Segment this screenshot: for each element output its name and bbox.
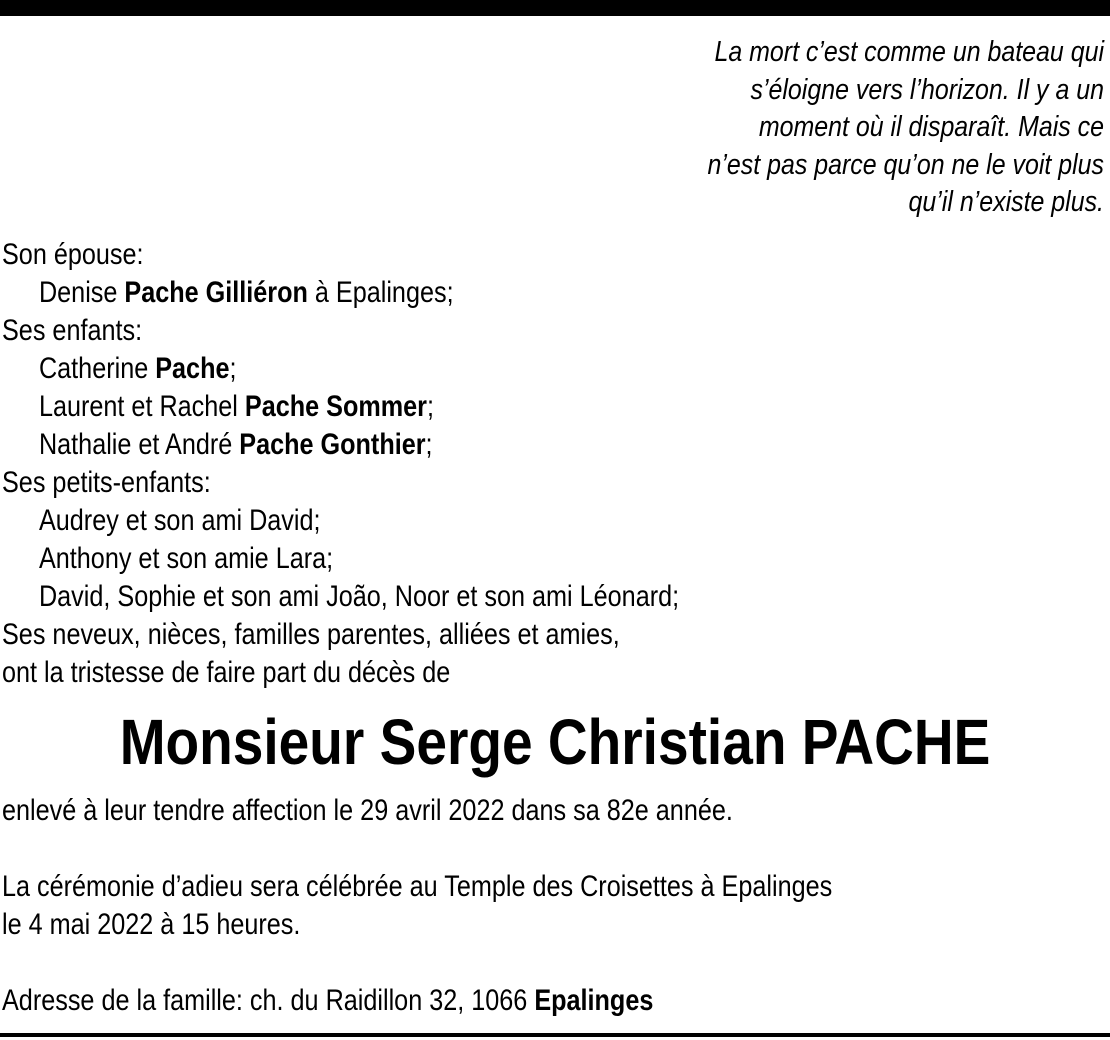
top-border [0,0,1110,16]
first-names: Laurent et Rachel [38,390,245,423]
quote-line: moment où il disparaît. Mais ce [758,111,1104,143]
epigraph-quote [640,34,1104,222]
address-city: Epalinges [534,984,654,1017]
entry-suffix: ; [426,390,434,423]
address-text: Adresse de la famille: ch. du Raidillon 32, 1066 [2,984,535,1017]
ceremony-line: La cérémonie d’adieu sera célébrée au Temple des Croisettes à Epalinges [2,870,833,903]
deceased-name: Monsieur Serge Christian PACHE [119,706,991,778]
spouse-entry [2,274,679,312]
entry-suffix: ; [229,352,237,385]
first-names: Catherine [38,352,156,385]
passing-line: enlevé à leur tendre affection le 29 avril 2022 dans sa 82e année. [2,794,733,827]
family-address [2,982,832,1020]
announcement-line: ont la tristesse de faire part du décès de [2,656,451,689]
family-name: Pache Gilliéron [124,276,308,309]
children-heading: Ses enfants: [2,314,143,347]
quote-line: n’est pas parce qu’on ne le voit plus [707,148,1104,181]
grandchild-entry: David, Sophie et son ami João, Noor et son ami Léonard; [38,580,680,613]
quote-line: qu’il n’existe plus. [908,186,1104,218]
child-entry [2,350,679,388]
spacer [2,944,832,982]
quote-line: s’éloigne vers l’horizon. Il y a un [750,73,1104,106]
relatives-line: Ses neveux, nièces, familles parentes, alliées et amies, [2,618,620,651]
child-entry [2,426,679,464]
first-names: Nathalie et André [38,428,240,461]
grandchild-entry: Anthony et son amie Lara; [38,542,334,575]
obituary-details [2,792,832,1020]
grandchild-entry: Audrey et son ami David; [38,504,321,537]
family-list [2,236,679,692]
quote-line: La mort c’est comme un bateau qui [714,36,1104,68]
child-entry [2,388,679,426]
family-name: Pache Sommer [244,390,427,423]
family-name: Pache Gonthier [239,428,426,461]
ceremony-line: le 4 mai 2022 à 15 heures. [2,908,301,941]
spacer [2,830,832,868]
entry-suffix: à Epalinges; [307,276,454,309]
family-name: Pache [155,352,230,385]
spouse-heading: Son épouse: [2,238,144,271]
first-names: Denise [38,276,125,309]
grandchildren-heading: Ses petits-enfants: [2,466,211,499]
entry-suffix: ; [425,428,433,461]
bottom-border [0,1033,1110,1037]
